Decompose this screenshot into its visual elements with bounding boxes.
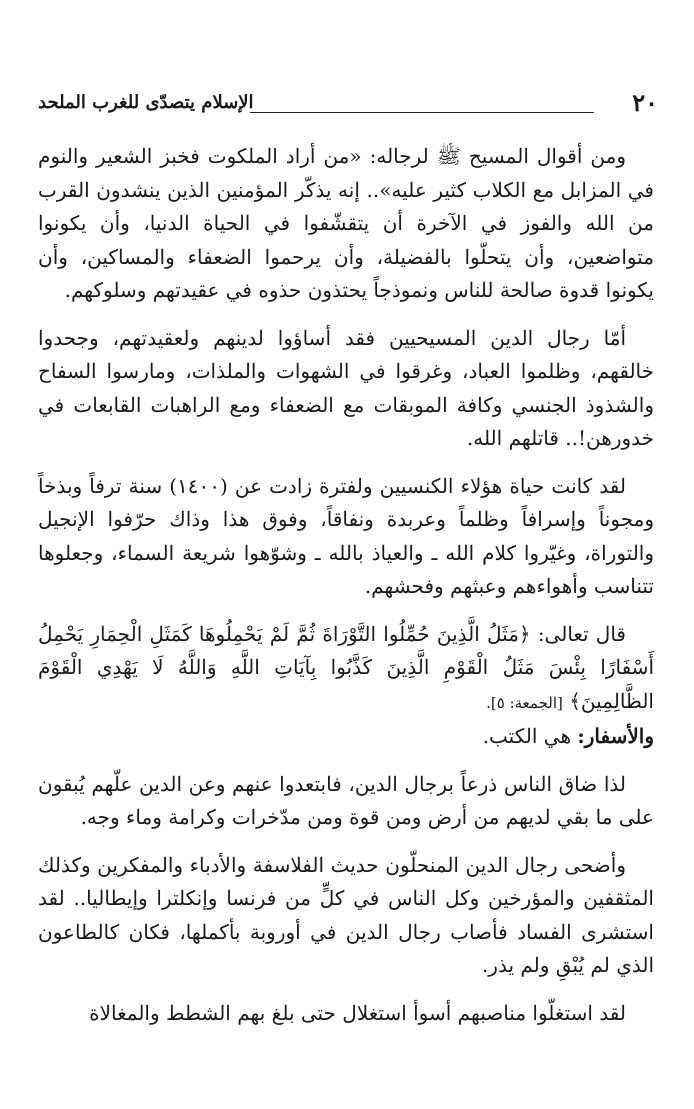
paragraph: ومن أقوال المسيح ﷺ لرجاله: «من أراد الملكوت فخبز الشعير والنوم في المزابل مع الكلاب كثير عليه».. إنه يذكّر المؤمنين الذين ينشدون القرب من الله والفوز في الآخرة أن يتقشّفوا في الحياة الدنيا، وأن يكونوا متواضعين، وأن يتحلّوا بالفضيلة، وأن يرحموا الضعفاء والمساكين، وأن يكونوا قدوة صالحة للناس ونموذجاً يحتذون حذوه في عقيدتهم وسلوكهم. bbox=[38, 144, 654, 302]
quran-citation: [الجمعة: ٥]. bbox=[486, 693, 563, 712]
header-rule bbox=[250, 112, 594, 113]
running-title: الإسلام يتصدّى للغرب الملحد bbox=[38, 92, 254, 113]
page-number: ٢٠ bbox=[632, 88, 658, 117]
body-text bbox=[38, 140, 654, 1044]
paragraph: لذا ضاق الناس ذرعاً برجال الدين، فابتعدوا عنهم وعن الدين علّهم يُبقون على ما بقي لديهم من أرض ومن قوة ومن مدّخرات وكرامة وماء وجه. bbox=[38, 771, 654, 829]
paragraph: وأضحى رجال الدين المنحلّون حديث الفلاسفة والأدباء والمفكرين وكذلك المثقفين والمؤرخين وكل الناس في كلٍّ من فرنسا وإنكلترا وإيطاليا.. لقد استشرى الفساد فأصاب رجال الدين في أوروبة بأكملها، فكان كالطاعون الذي لم يُبْقِ ولم يذر. bbox=[38, 852, 654, 977]
gloss-term: والأسفار: bbox=[577, 724, 654, 748]
paragraph: لقد استغلّوا مناصبهم أسوأ استغلال حتى بلغ بهم الشطط والمغالاة bbox=[89, 1000, 626, 1025]
paragraph: لقد كانت حياة هؤلاء الكنسيين ولفترة زادت عن (١٤٠٠) سنة ترفاً وبذخاً ومجوناً وإسرافاً وظلماً وعربدة ونفاقاً، وفوق هذا وذاك حرّفوا الإنجيل والتوراة، وغيّروا كلام الله ـ والعياذ بالله ـ وشوّهوا شريعة السماء، وجعلوها تتناسب وأهواءهم وعبثهم وفحشهم. bbox=[38, 473, 654, 598]
running-header bbox=[38, 88, 658, 124]
quran-quote bbox=[38, 618, 654, 754]
quran-verse: ﴿مَثَلُ الَّذِينَ حُمِّلُوا التَّوْرَاةَ ثُمَّ لَمْ يَحْمِلُوهَا كَمَثَلِ الْحِمَارِ يَحْمِلُ أَسْفَارًا بِئْسَ مَثَلُ الْقَوْمِ الَّذِينَ كَذَّبُوا بِآيَاتِ اللَّهِ وَاللَّهُ لَا يَهْدِي الْقَوْمَ الظَّالِمِينَ﴾ bbox=[38, 621, 654, 713]
quran-intro: قال تعالى: bbox=[537, 621, 626, 646]
paragraph: أمّا رجال الدين المسيحيين فقد أساؤوا لدينهم ولعقيدتهم، وجحدوا خالقهم، وظلموا العباد، وغرقوا في الشهوات والملذات، ومارسوا السفاح والشذوذ الجنسي وكافة الموبقات مع الضعفاء ومع الراهبات القابعات في خدورهن!.. قاتلهم الله. bbox=[38, 325, 654, 450]
gloss-text: هي الكتب. bbox=[482, 724, 571, 748]
